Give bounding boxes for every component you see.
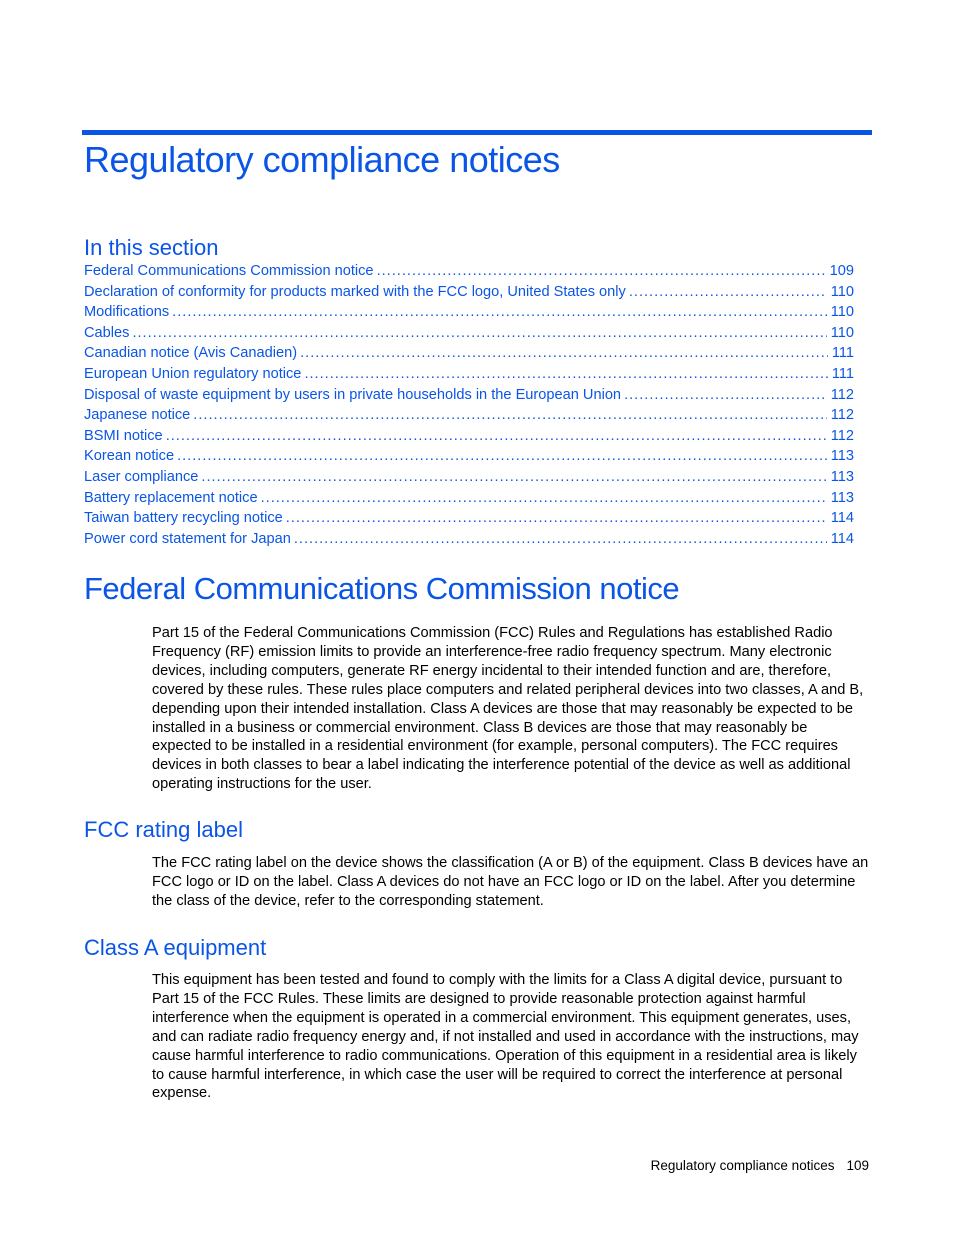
toc-leader (166, 426, 827, 447)
toc-item-label[interactable]: Korean notice (84, 448, 175, 465)
toc-item[interactable] (84, 261, 854, 282)
toc-item-page[interactable]: 112 (830, 386, 854, 403)
toc-item-page[interactable]: 114 (830, 530, 854, 547)
toc-item-page[interactable]: 110 (830, 283, 854, 300)
toc-leader (132, 323, 826, 344)
toc-item-page[interactable]: 113 (830, 468, 854, 485)
toc-item-label[interactable]: BSMI notice (84, 427, 163, 444)
toc-item[interactable] (84, 467, 854, 488)
toc-leader (286, 508, 827, 529)
toc-item-label[interactable]: Federal Communications Commission notice (84, 263, 374, 279)
toc-item-page[interactable]: 110 (830, 324, 854, 341)
toc-leader (377, 261, 826, 282)
toc-item[interactable] (84, 529, 854, 550)
toc-leader (172, 302, 827, 323)
toc-item-page[interactable]: 111 (831, 345, 854, 362)
toc-item-label[interactable]: Power cord statement for Japan (84, 530, 291, 547)
toc-item-label[interactable]: Disposal of waste equipment by users in private households in the European Union (84, 386, 622, 403)
toc-item-page[interactable]: 114 (830, 510, 854, 527)
toc-item[interactable] (84, 282, 854, 303)
page-footer (651, 1158, 869, 1173)
class-a-body: This equipment has been tested and found to comply with the limits for a Class A digital device, pursuant to Part 15 of the FCC Rules. These limits are designed to provide reasonable protection against harmful interference when the equipment is operated in a commercial environment. This equipment generates, uses, and can radiate radio frequency energy and, if not installed and used in accordance with the instructions, may cause harmful interference to radio communications. Operation of this equipment in a residential area is likely to cause harmful interference, in which case the user will be required to correct the interference at personal expense. (152, 972, 859, 1102)
toc-leader (624, 385, 827, 406)
toc-leader (294, 529, 827, 550)
toc-item[interactable] (84, 364, 854, 385)
toc-item-label[interactable]: Canadian notice (Avis Canadien) (84, 345, 298, 362)
fcc-notice-body: Part 15 of the Federal Communications Commission (FCC) Rules and Regulations has established Radio Frequency (RF) emission limits to provide an interference-free radio frequency spectrum. Many electronic devices, including computers, generate RF energy incidental to their intended function and are, therefore, covered by these rules. These rules place computers and related peripheral devices into two classes, A and B, depending upon their intended installation. Class A devices are those that may reasonably be expected to be installed in a business or commercial environment. Class B devices are those that may reasonably be expected to be installed in a residential environment (for example, personal computers). The FCC requires devices in both classes to bear a label indicating the interference potential of the device as well as additional operating instructions for the user. (152, 625, 864, 793)
toc-item-page[interactable]: 111 (831, 365, 854, 382)
toc-leader (629, 282, 827, 303)
toc-list (84, 261, 854, 549)
toc-item[interactable] (84, 426, 854, 447)
toc-leader (193, 405, 826, 426)
toc-item-label[interactable]: Declaration of conformity for products marked with the FCC logo, United States only (84, 283, 626, 300)
toc-item-label[interactable]: Modifications (84, 304, 170, 321)
in-this-section-heading: In this section (84, 235, 219, 260)
fcc-rating-label-body: The FCC rating label on the device shows the classification (A or B) of the equipment. Class B devices have an FCC logo or ID on the label. Class A devices do not have an FCC logo or ID on the label. After you determine the class of the device, refer to the corresponding statement. (152, 855, 869, 909)
toc-item[interactable] (84, 343, 854, 364)
toc-item[interactable] (84, 323, 854, 344)
toc-leader (304, 364, 827, 385)
class-a-heading: Class A equipment (84, 935, 267, 960)
footer-page-number: 109 (846, 1158, 869, 1173)
toc-item[interactable] (84, 302, 854, 323)
toc-item-label[interactable]: Japanese notice (84, 407, 191, 424)
toc-item-label[interactable]: Cables (84, 324, 130, 341)
toc-leader (201, 467, 826, 488)
toc-item[interactable] (84, 488, 854, 509)
toc-item-label[interactable]: Battery replacement notice (84, 489, 258, 506)
toc-leader (261, 488, 827, 509)
toc-item-page[interactable]: 113 (830, 489, 854, 506)
toc-item[interactable] (84, 385, 854, 406)
toc-item-page[interactable]: 113 (830, 448, 854, 465)
toc-item-page[interactable]: 109 (829, 263, 854, 279)
fcc-rating-label-heading: FCC rating label (84, 817, 243, 842)
title-rule (82, 130, 872, 135)
footer-title: Regulatory compliance notices (650, 1158, 835, 1173)
toc-item-label[interactable]: Laser compliance (84, 468, 199, 485)
toc-item-page[interactable]: 110 (830, 304, 854, 321)
toc-item-label[interactable]: European Union regulatory notice (84, 365, 302, 382)
toc-item[interactable] (84, 446, 854, 467)
fcc-notice-heading: Federal Communications Commission notice (84, 571, 680, 606)
toc-item[interactable] (84, 508, 854, 529)
page-title: Regulatory compliance notices (84, 139, 560, 180)
toc-item-page[interactable]: 112 (830, 427, 854, 444)
toc-leader (300, 343, 828, 364)
toc-leader (177, 446, 827, 467)
toc-item-page[interactable]: 112 (830, 407, 854, 424)
toc-item[interactable] (84, 405, 854, 426)
toc-item-label[interactable]: Taiwan battery recycling notice (84, 510, 283, 527)
